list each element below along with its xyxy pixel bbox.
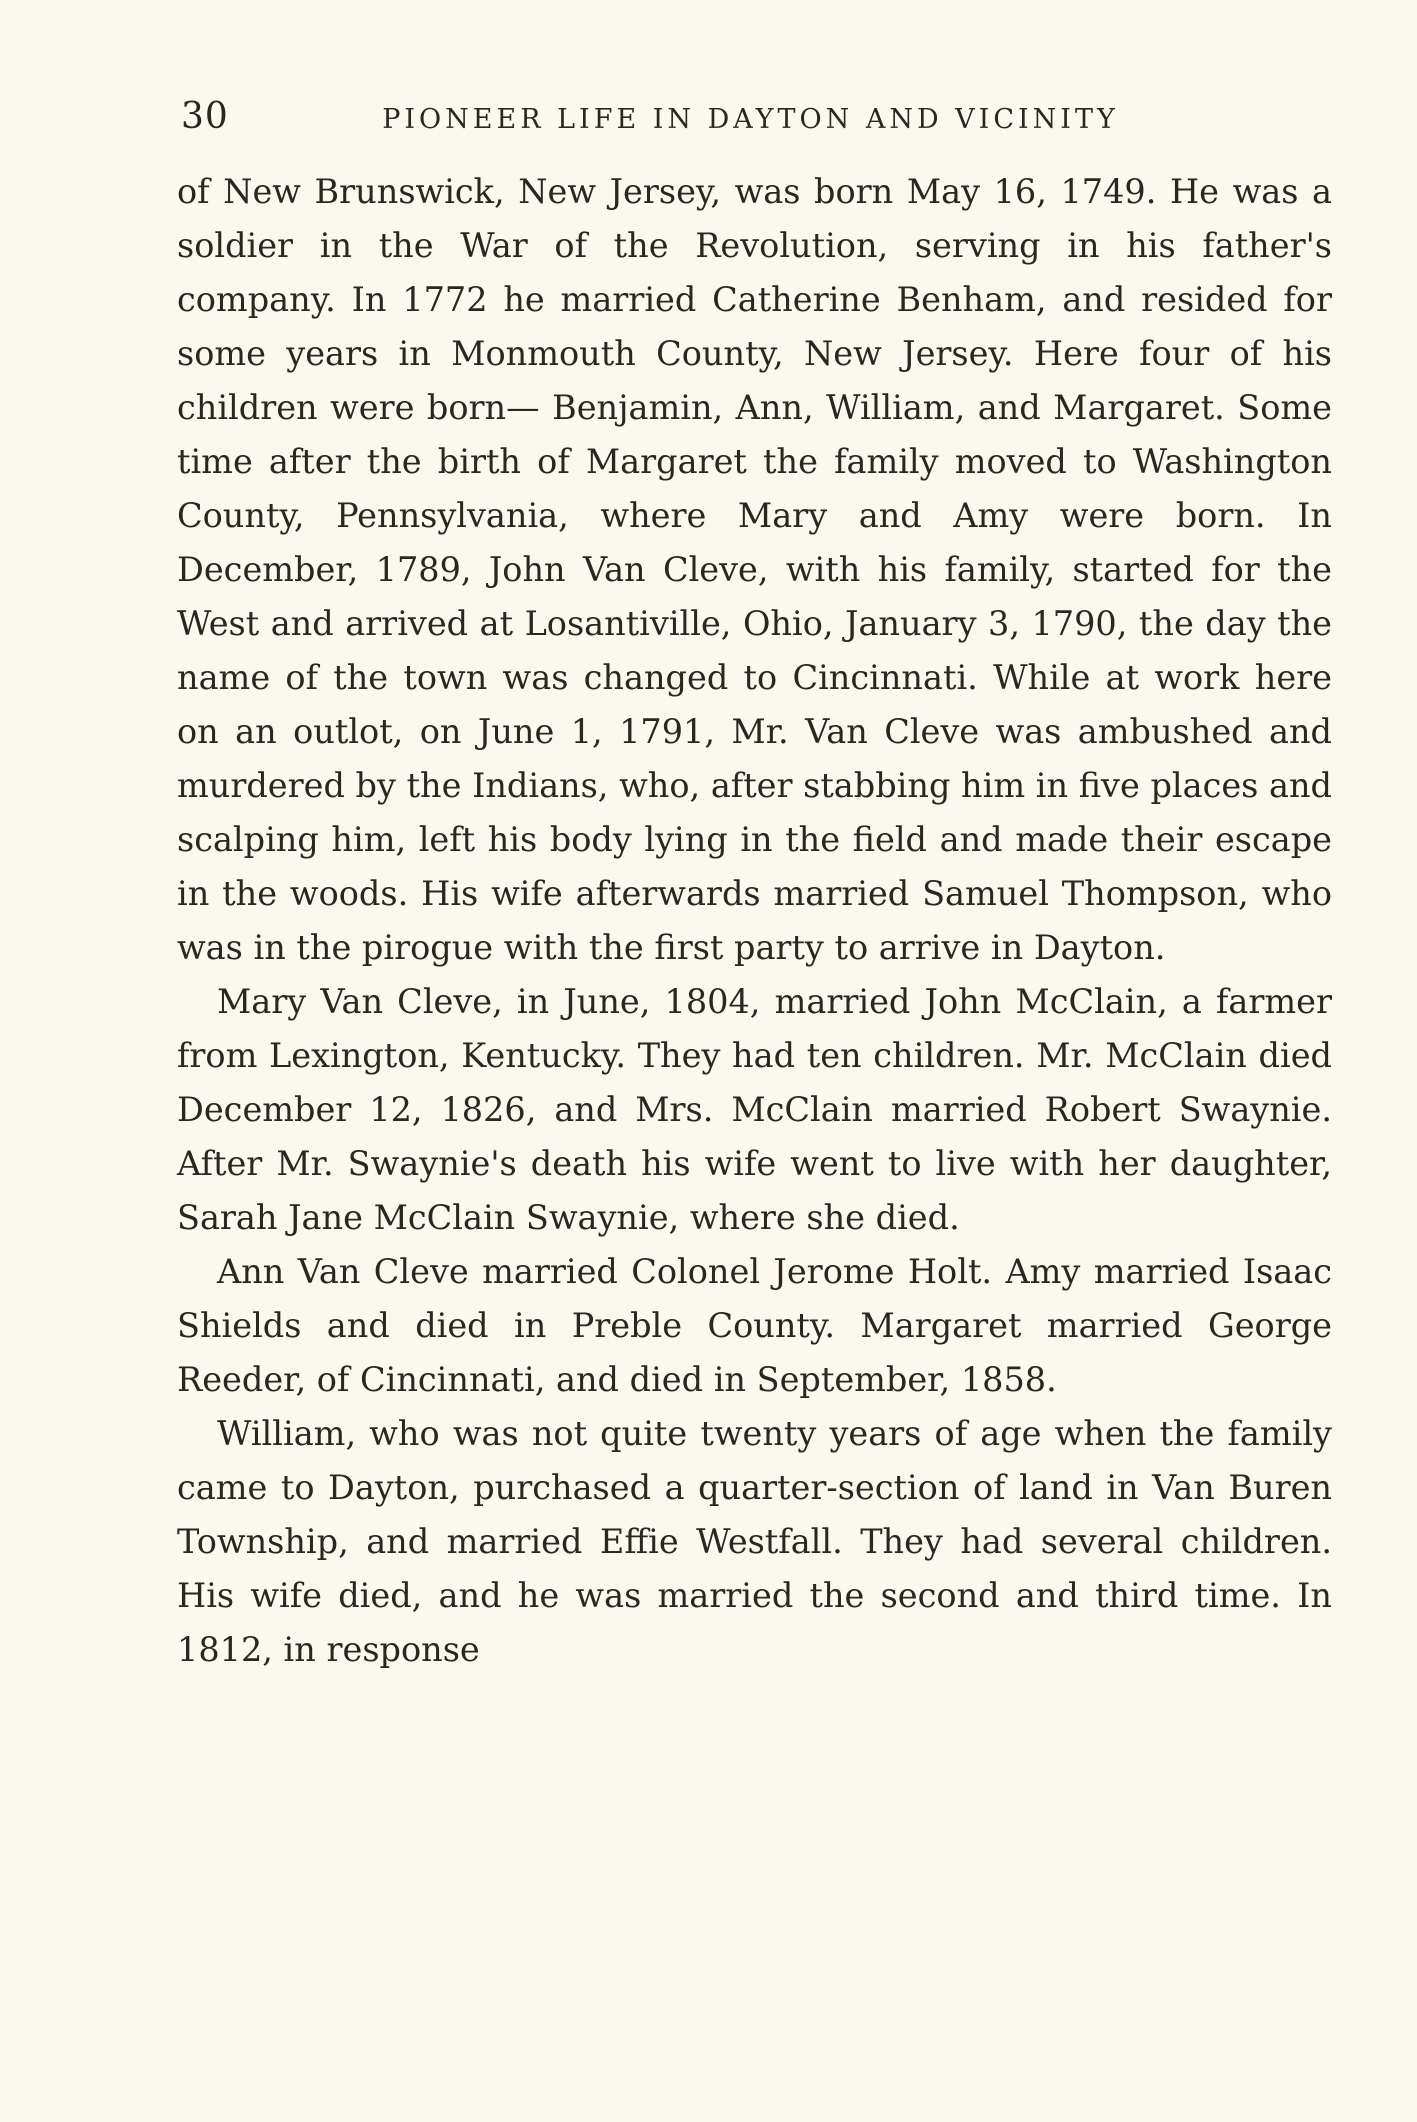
body-text: [177, 165, 1332, 1677]
paragraph-ann-van-cleve: Ann Van Cleve married Colonel Jerome Holt. Amy married Isaac Shields and died in Preble County. Margaret married George Reeder, of Cincinnati, and died in September, 1858.: [177, 1252, 1332, 1399]
paragraph-william: William, who was not quite twenty years of age when the family came to Dayton, purchased a quarter-section of land in Van Buren Township, and married Effie Westfall. They had several children. His wife died, and he was married the second and third time. In 1812, in response: [177, 1414, 1332, 1669]
page-number: 30: [181, 96, 229, 137]
paragraph-continued: of New Brunswick, New Jersey, was born May 16, 1749. He was a soldier in the War of the Revolution, serving in his father's company. In 1772 he married Catherine Benham, and resided for some years in Monmouth County, New Jersey. Here four of his children were born— Benjamin, Ann, William, and Margaret. Some time after the birth of Margaret the family moved to Washington County, Pennsylvania, where Mary and Amy were born. In December, 1789, John Van Cleve, with his family, started for the West and arrived at Losantiville, Ohio, January 3, 1790, the day the name of the town was changed to Cincinnati. While at work here on an outlot, on June 1, 1791, Mr. Van Cleve was ambushed and murdered by the Indians, who, after stabbing him in five places and scalping him, left his body lying in the field and made their escape in the woods. His wife afterwards married Samuel Thompson, who was in the pirogue with the first party to arrive in Dayton.: [177, 172, 1332, 967]
running-head: PIONEER LIFE IN DAYTON AND VICINITY: [382, 104, 1119, 135]
page-header: [173, 96, 1328, 140]
paragraph-mary-van-cleve: Mary Van Cleve, in June, 1804, married John McClain, a farmer from Lexington, Kentucky. They had ten children. Mr. McClain died December 12, 1826, and Mrs. McClain married Robert Swaynie. After Mr. Swaynie's death his wife went to live with her daughter, Sarah Jane McClain Swaynie, where she died.: [177, 982, 1332, 1237]
